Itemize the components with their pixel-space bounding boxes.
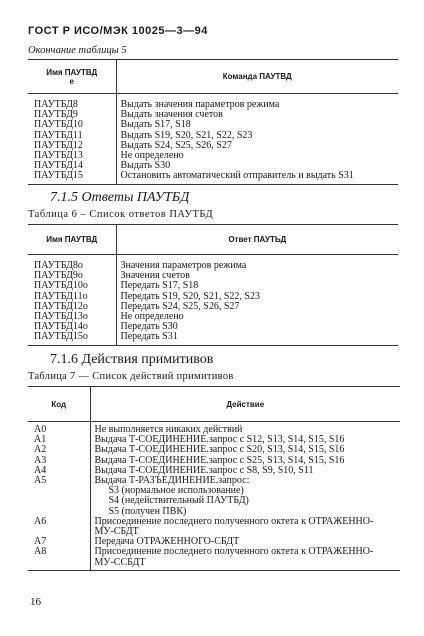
table7-col1-header: Код (28, 387, 90, 422)
row-value: Передача ОТРАЖЕННОГО-СБДТ (90, 537, 400, 547)
table7-col2-header: Действие (90, 387, 400, 422)
row-value: Не определено (116, 151, 398, 161)
row-key: А6 (34, 515, 47, 527)
table6-col1-header: Имя ПАУТВД (28, 225, 116, 255)
table5 (28, 59, 398, 185)
row-key: ПАУТБД9о (34, 270, 83, 282)
row-value: Выдача Т-СОЕДИНЕНИЕ.запрос с S20, S13, S14, S15, S16 (90, 445, 400, 455)
table-row (28, 496, 400, 506)
row-value: S4 (недействительный ПАУТБД) (90, 496, 400, 506)
row-key (28, 486, 90, 496)
row-value: Не выполняется никаких действий (90, 422, 400, 436)
table6 (28, 224, 398, 346)
table5-col1-header: Имя ПАУТВД e (28, 60, 116, 94)
row-value: Выдача Т-СОЕДИНЕНИЕ.запрос с S8, S9, S10, S11 (90, 466, 400, 476)
row-value: Выдача Т-РАЗЪЕДИНЕНИЕ.запрос: (90, 476, 400, 486)
table5-caption: Окончание таблицы 5 (28, 45, 127, 56)
page-number: 16 (30, 596, 41, 608)
row-value: Передать S19, S20, S21, S22, S23 (116, 292, 398, 302)
row-value: Выдача Т-СОЕДИНЕНИЕ.запрос с S25, S13, S14, S15, S16 (90, 456, 400, 466)
table-row (28, 171, 398, 184)
table7 (28, 386, 400, 571)
row-value: Передать S30 (116, 322, 398, 332)
row-value: S5 (получен ПВК) (90, 507, 400, 517)
row-key (28, 496, 90, 506)
row-key: ПАУТБД13 (34, 150, 83, 162)
table-row (28, 255, 398, 272)
row-key: А1 (34, 434, 47, 446)
table-row (28, 110, 398, 120)
row-value: Выдать S30 (116, 161, 398, 171)
row-key: А4 (34, 464, 47, 476)
row-key: ПАУТБД12 (34, 139, 83, 151)
row-value: Присоединение последнего полученного октета к ОТРАЖЕННО- (90, 517, 400, 527)
table-row (28, 94, 398, 111)
row-key: А7 (34, 536, 47, 548)
row-key: ПАУТБД14 (34, 160, 83, 172)
row-value: Выдача Т-СОЕДИНЕНИЕ.запрос с S12, S13, S14, S15, S16 (90, 435, 400, 445)
table-row (28, 141, 398, 151)
row-key: ПАУТБД10 (34, 119, 83, 131)
table-row (28, 151, 398, 161)
row-key: А0 (34, 424, 47, 435)
row-key: ПАУТБД13о (34, 311, 88, 323)
row-key: ПАУТБД10о (34, 280, 88, 292)
row-value: Не определено (116, 312, 398, 322)
table-row (28, 422, 400, 436)
row-key: ПАУТБД11о (34, 290, 88, 302)
table-row (28, 332, 398, 345)
row-key: ПАУТБД8 (34, 99, 78, 110)
row-key: ПАУТБД15 (34, 170, 83, 182)
row-key: ПАУТБД15о (34, 331, 88, 343)
row-key: А3 (34, 454, 47, 466)
row-value: Выдать значения счетов (116, 110, 398, 120)
row-value: Выдать S19, S20, S21, S22, S23 (116, 131, 398, 141)
row-key: А5 (34, 475, 47, 487)
table5-col2-header: Команда ПАУТВД (116, 60, 398, 94)
row-value: Передать S17, S18 (116, 281, 398, 291)
table5-col1-mark: e (69, 76, 74, 86)
row-key: ПАУТБД9 (34, 109, 78, 121)
running-header: ГОСТ Р ИСО/МЭК 10025—3—94 (28, 25, 208, 37)
row-value: Выдать значения параметров режима (116, 94, 398, 111)
row-value: Значения параметров режима (116, 255, 398, 272)
row-key: ПАУТБД11 (34, 129, 83, 141)
row-value: Выдать S17, S18 (116, 120, 398, 130)
section-7-1-5-heading: 7.1.5 Ответы ПАУТБД (50, 190, 190, 205)
row-value: МУ-СБДТ (90, 527, 400, 537)
row-value: Передать S24, S25, S26, S27 (116, 302, 398, 312)
table-row (28, 547, 400, 557)
row-key (28, 558, 90, 571)
row-key: ПАУТБД14о (34, 321, 88, 333)
row-value: Выдать S24, S25, S26, S27 (116, 141, 398, 151)
row-key: А8 (34, 546, 47, 558)
section-7-1-6-heading: 7.1.6 Действия примитивов (50, 352, 214, 367)
table-row (28, 558, 400, 571)
row-key: ПАУТБД8о (34, 260, 83, 271)
row-value: S3 (нормальное использование) (90, 486, 400, 496)
table6-col2-header: Ответ ПАУТЬД (116, 225, 398, 255)
row-key: А2 (34, 444, 47, 456)
table6-caption: Таблица 6 – Список ответов ПАУТБД (28, 209, 214, 220)
row-value: Остановить автоматический отправитель и выдать S31 (116, 171, 398, 184)
row-key: ПАУТБД12о (34, 300, 88, 312)
row-value: Значения счетов (116, 271, 398, 281)
row-value: МУ-ССБДТ (90, 558, 400, 571)
table-row (28, 517, 400, 527)
row-value: Передать S31 (116, 332, 398, 345)
table7-caption: Таблица 7 — Список действий примитивов (28, 371, 234, 382)
row-value: Присоединение последнего полученного октета к ОТРАЖЕННО- (90, 547, 400, 557)
